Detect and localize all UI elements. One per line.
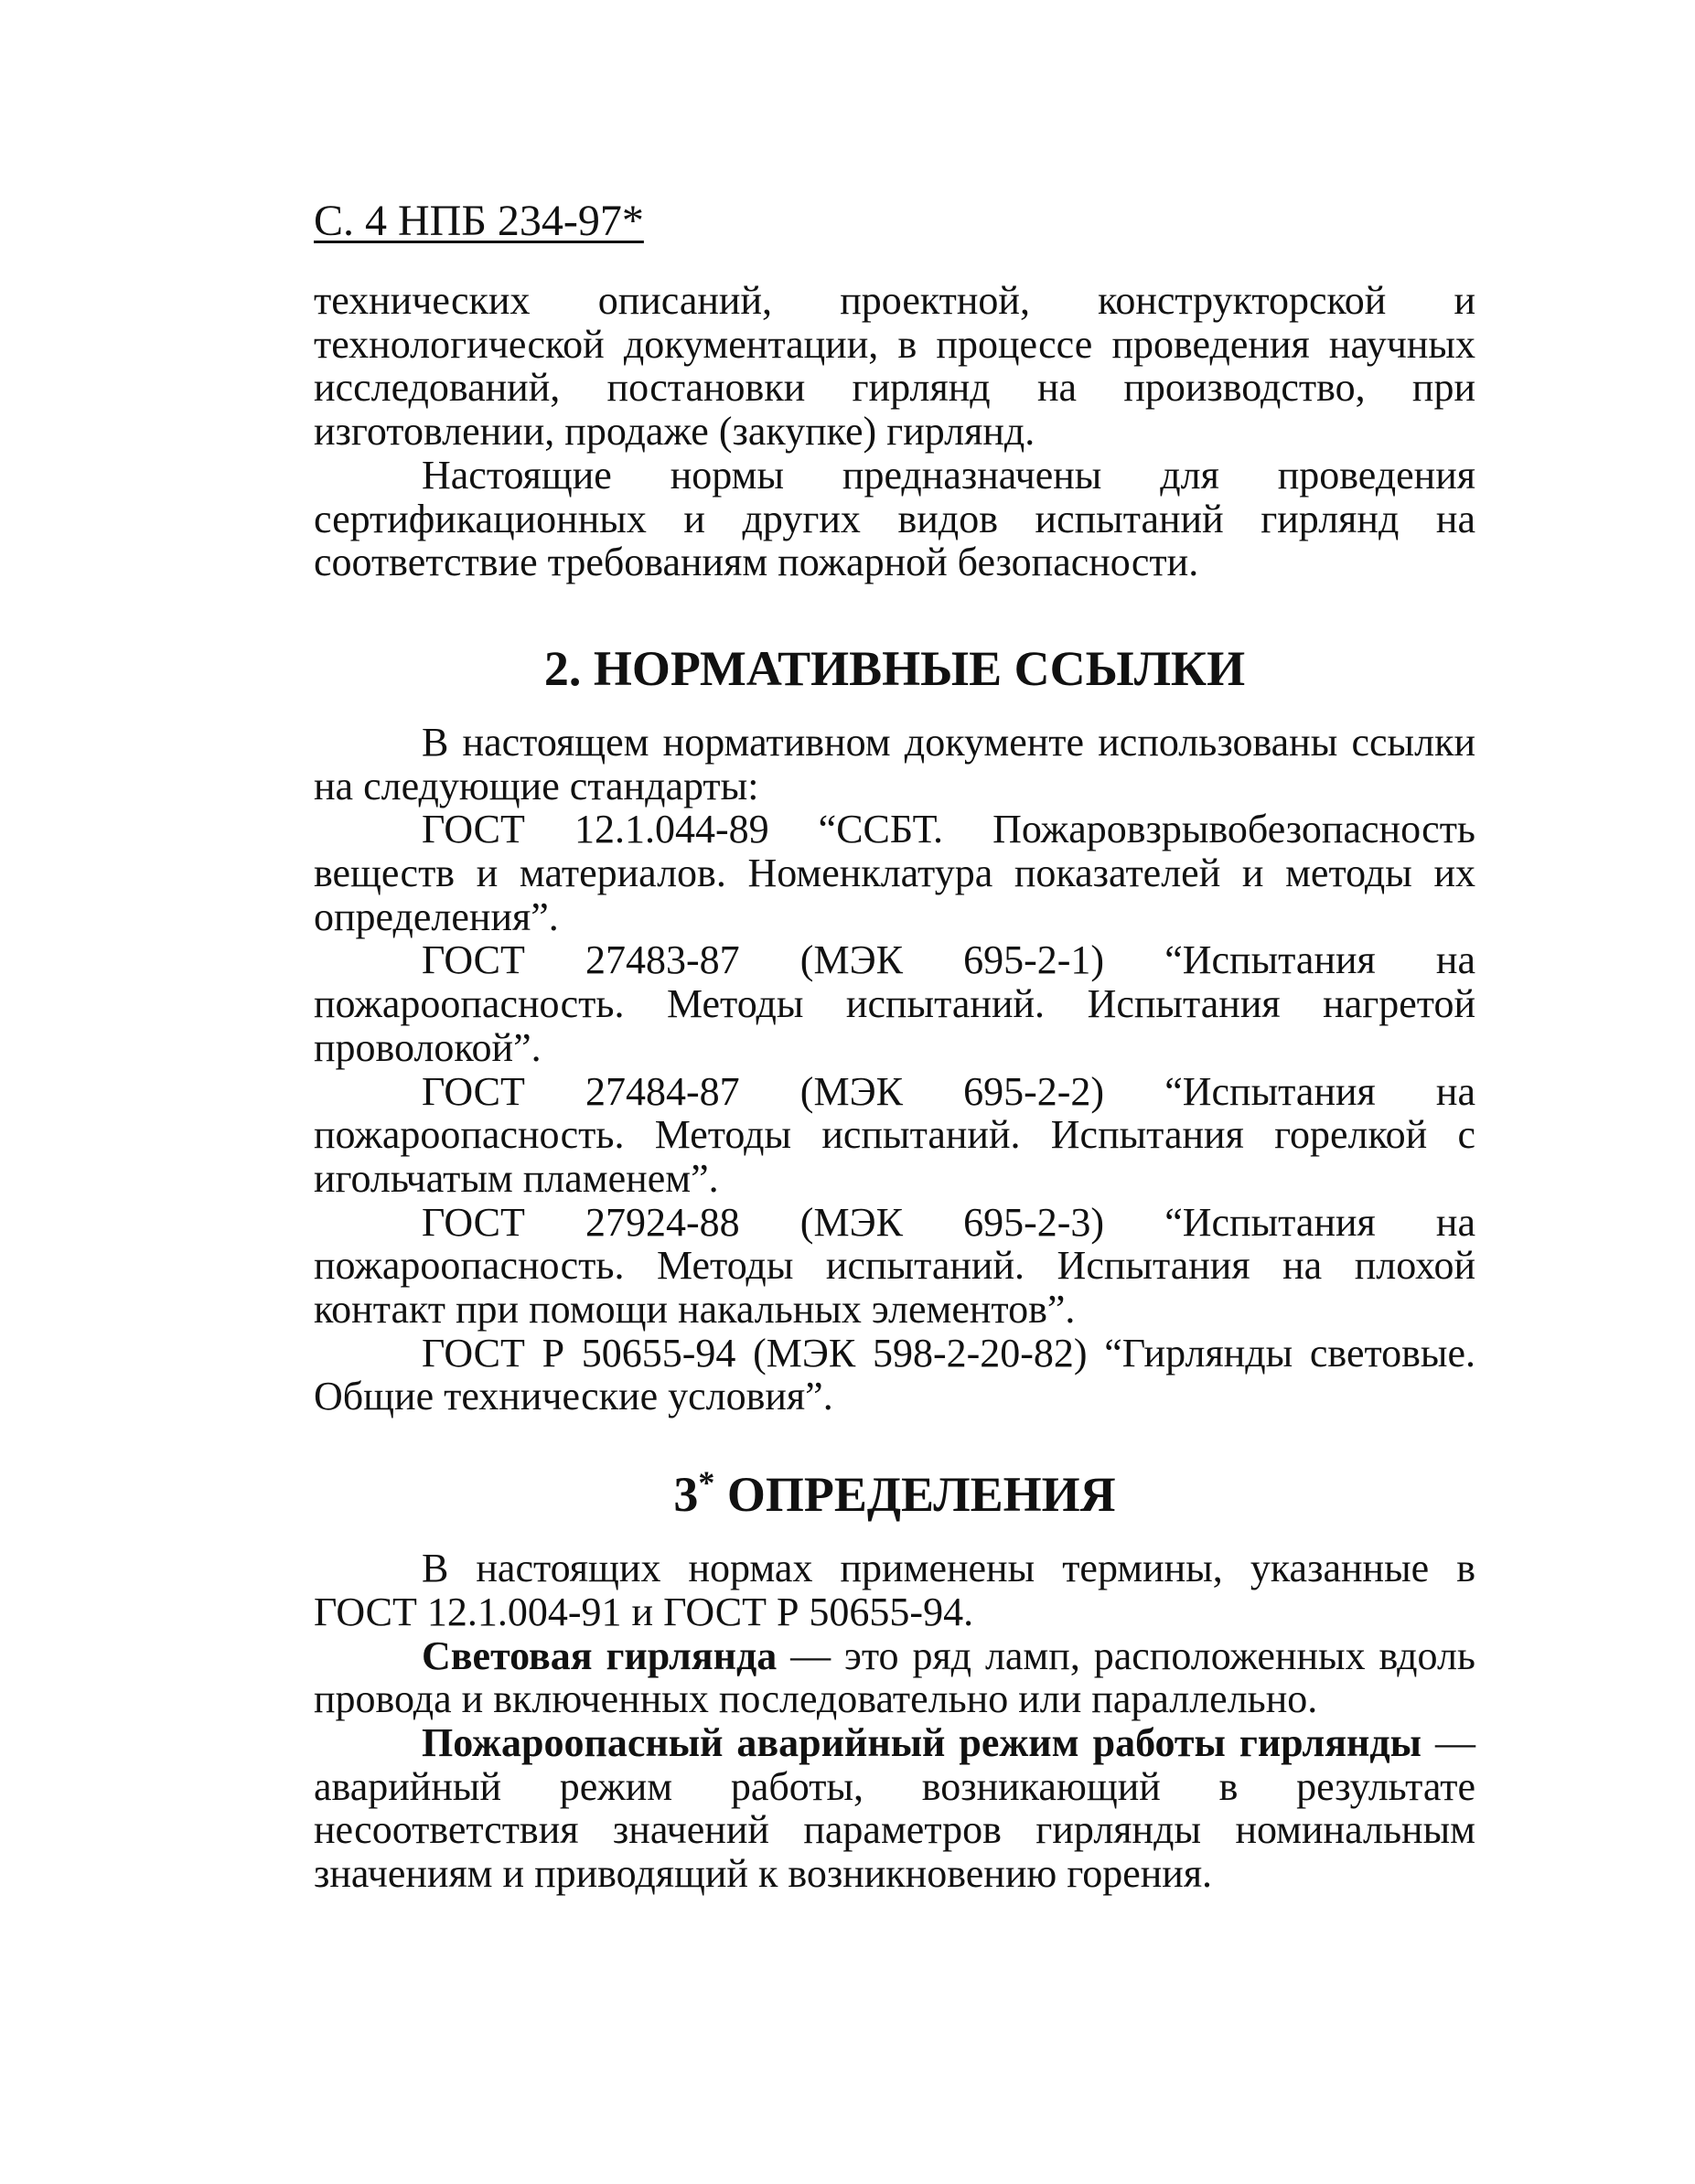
reference-item: ГОСТ 27484-87 (МЭК 695-2-2) “Испытания на пожароопасность. Методы испытаний. Испытания горелкой с игольчатым пламенем”. xyxy=(314,1068,1475,1201)
section-2-heading: 2. НОРМАТИВНЫЕ ССЫЛКИ xyxy=(543,640,1246,696)
amendment-mark: * xyxy=(698,1464,715,1502)
definition-item xyxy=(314,1721,1475,1896)
section-3-title: ОПРЕДЕЛЕНИЯ xyxy=(714,1467,1116,1523)
reference-item: ГОСТ 27483-87 (МЭК 695-2-1) “Испытания на пожароопасность. Методы испытаний. Испытания нагретой проволокой”. xyxy=(314,937,1475,1070)
definition-text: — аварийный режим работы, возникающий в результате несоответствия значений параметров гирлянды номинальным значениям и приводящий к возникновению горения. xyxy=(314,1719,1475,1897)
intro-paragraph-2: Настоящие нормы предназначены для проведения сертификационных и других видов испытаний гирлянд на соответствие требованиям пожарной безопасности. xyxy=(314,452,1475,585)
definition-text: — это ряд ламп, расположенных вдоль провода и включенных последовательно или параллельно. xyxy=(314,1633,1475,1722)
section-3-lead: В настоящих нормах применены термины, указанные в ГОСТ 12.1.004-91 и ГОСТ Р 50655-94. xyxy=(314,1546,1475,1634)
definition-item xyxy=(314,1634,1475,1721)
definition-term: Пожароопасный аварийный режим работы гирлянды xyxy=(422,1719,1422,1765)
section-3-number: 3 xyxy=(673,1467,699,1523)
section-2-lead: В настоящем нормативном документе использованы ссылки на следующие стандарты: xyxy=(314,719,1475,808)
reference-item: ГОСТ 12.1.044-89 “ССБТ. Пожаровзрывобезопасность веществ и материалов. Номенклатура показателей и методы их определения”. xyxy=(314,807,1475,939)
reference-item: ГОСТ Р 50655-94 (МЭК 598-2-20-82) “Гирлянды световые. Общие технические условия”. xyxy=(314,1330,1475,1419)
section-3-heading xyxy=(314,1464,1475,1525)
reference-item: ГОСТ 27924-88 (МЭК 695-2-3) “Испытания на пожароопасность. Методы испытаний. Испытания на плохой контакт при помощи накальных элементов”. xyxy=(314,1199,1475,1333)
intro-paragraph-1: технических описаний, проектной, конструкторской и технологической документации, в процессе проведения научных исследований, постановки гирлянд на производство, при изготовлении, продаже (закупке) гирлянд. xyxy=(314,278,1475,455)
running-head: С. 4 НПБ 234-97* xyxy=(314,197,644,245)
definition-term: Световая гирлянда xyxy=(422,1633,778,1678)
text-column xyxy=(314,279,1475,1896)
